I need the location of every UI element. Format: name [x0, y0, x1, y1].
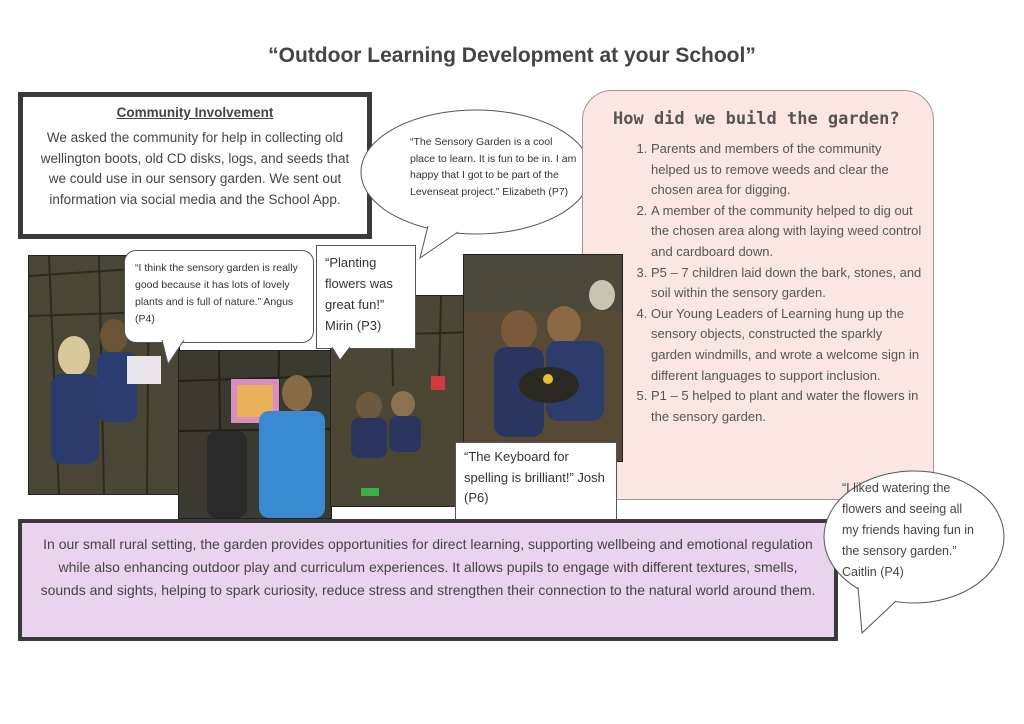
mirin-bubble-tail: [330, 347, 358, 361]
mirin-quote: “Planting flowers was great fun!” Mirin (P3): [325, 255, 393, 333]
how-step: 3. P5 – 7 children laid down the bark, stones, and soil within the sensory garden.: [651, 263, 923, 304]
how-heading: How did we build the garden?: [613, 109, 900, 129]
angus-bubble-tail: [160, 340, 190, 366]
how-steps-list: [583, 139, 923, 427]
how-step: 1. Parents and members of the community helped us to remove weeds and clear the chosen area for digging.: [651, 139, 923, 201]
how-step: 4. Our Young Leaders of Learning hung up the sensory objects, constructed the sparkly garden windmills, and wrote a welcome sign in different languages to support inclusion.: [651, 304, 923, 386]
angus-speech-bubble: [124, 250, 314, 343]
mirin-speech-bubble: [316, 245, 416, 349]
josh-quote: “The Keyboard for spelling is brilliant!” Josh (P6): [464, 449, 605, 505]
summary-text: In our small rural setting, the garden provides opportunities for direct learning, supporting wellbeing and emotional regulation while also enhancing outdoor play and curriculum experiences. It allows pupils to engage with different textures, smells, sounds and sights, helping to spark curiosity, reduce stress and strengthen their connection to the natural world around them.: [40, 536, 816, 598]
community-body: We asked the community for help in collecting old wellington boots, old CD disks, logs, and seeds that we could use in our sensory garden. We sent out information via social media and the School App.: [40, 130, 350, 207]
josh-speech-bubble: [455, 442, 617, 525]
how-built-panel: [582, 90, 934, 500]
caitlin-quote: “I liked watering the flowers and seeing all my friends having fun in the sensory garden.” Caitlin (P4): [842, 481, 975, 579]
how-step: 2. A member of the community helped to dig out the chosen area along with laying weed control and cardboard down.: [651, 201, 923, 263]
page-title: “Outdoor Learning Development at your School”: [268, 44, 756, 67]
summary-box: [18, 519, 838, 641]
angus-quote: “I think the sensory garden is really good because it has lots of lovely plants and is full of nature.” Angus (P4): [135, 262, 298, 325]
elizabeth-quote: “The Sensory Garden is a cool place to learn. It is fun to be in. I am happy that I got to be part of the Levenseat project.” Elizabeth (P7): [410, 136, 577, 198]
photo-children-planter: [463, 254, 623, 462]
photo-child-sign: [178, 350, 332, 519]
community-heading: Community Involvement: [116, 105, 274, 120]
how-step: 5. P1 – 5 helped to plant and water the flowers in the sensory garden.: [651, 386, 923, 427]
community-involvement-box: [18, 92, 372, 239]
